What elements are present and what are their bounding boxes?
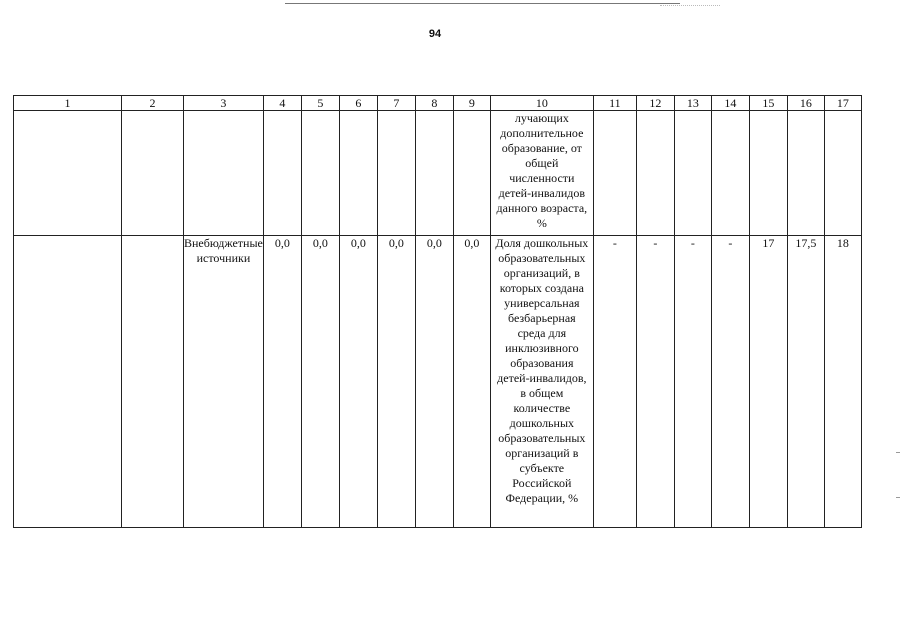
value-cell: 0,0	[301, 236, 339, 528]
table-cell	[14, 111, 122, 236]
header-cell: 10	[490, 96, 593, 111]
table-cell	[711, 111, 749, 236]
funding-source-cell: Внебюджетные источники	[184, 236, 264, 528]
value-cell: -	[674, 236, 711, 528]
table-cell	[787, 111, 824, 236]
header-cell: 5	[301, 96, 339, 111]
value-cell: 0,0	[377, 236, 415, 528]
table-cell	[14, 236, 122, 528]
top-rule-faint	[660, 5, 720, 6]
table-cell	[593, 111, 636, 236]
table-header-row	[14, 96, 862, 111]
indicator-description-cell: лучающих дополнительное образование, от общей численности детей-инвалидов данного возраста, %	[490, 111, 593, 236]
table-cell	[453, 111, 490, 236]
value-cell: 0,0	[263, 236, 301, 528]
header-cell: 17	[824, 96, 861, 111]
indicator-description-cell: Доля дошкольных образовательных организаций, в которых создана универсальная безбарьерная среда для инклюзивного образования детей-инвалидов, в общем количестве дошкольных образовательных организаций в субъекте Российской Федерации, %	[490, 236, 593, 528]
header-cell: 14	[711, 96, 749, 111]
table-cell	[824, 111, 861, 236]
header-cell: 2	[122, 96, 184, 111]
header-cell: 1	[14, 96, 122, 111]
value-cell: 0,0	[339, 236, 377, 528]
scan-mark	[896, 452, 900, 453]
table-cell	[184, 111, 264, 236]
table-cell	[377, 111, 415, 236]
table-cell	[339, 111, 377, 236]
table-row-main	[14, 236, 862, 528]
table-cell	[415, 111, 453, 236]
value-cell: -	[636, 236, 674, 528]
table-row-continuation	[14, 111, 862, 236]
header-cell: 15	[749, 96, 787, 111]
scan-mark	[896, 497, 900, 498]
header-cell: 3	[184, 96, 264, 111]
header-cell: 8	[415, 96, 453, 111]
table-cell	[301, 111, 339, 236]
table-cell	[749, 111, 787, 236]
value-cell: -	[711, 236, 749, 528]
table-cell	[122, 236, 184, 528]
top-rule	[285, 3, 680, 4]
header-cell: 4	[263, 96, 301, 111]
header-cell: 6	[339, 96, 377, 111]
header-cell: 16	[787, 96, 824, 111]
value-cell: 17,5	[787, 236, 824, 528]
value-cell: -	[593, 236, 636, 528]
table-cell	[636, 111, 674, 236]
header-cell: 7	[377, 96, 415, 111]
table-cell	[674, 111, 711, 236]
header-cell: 9	[453, 96, 490, 111]
value-cell: 0,0	[453, 236, 490, 528]
value-cell: 18	[824, 236, 861, 528]
data-table	[13, 95, 862, 528]
header-cell: 11	[593, 96, 636, 111]
table-cell	[263, 111, 301, 236]
header-cell: 13	[674, 96, 711, 111]
header-cell: 12	[636, 96, 674, 111]
page-number: 94	[428, 28, 442, 40]
value-cell: 0,0	[415, 236, 453, 528]
value-cell: 17	[749, 236, 787, 528]
table-cell	[122, 111, 184, 236]
